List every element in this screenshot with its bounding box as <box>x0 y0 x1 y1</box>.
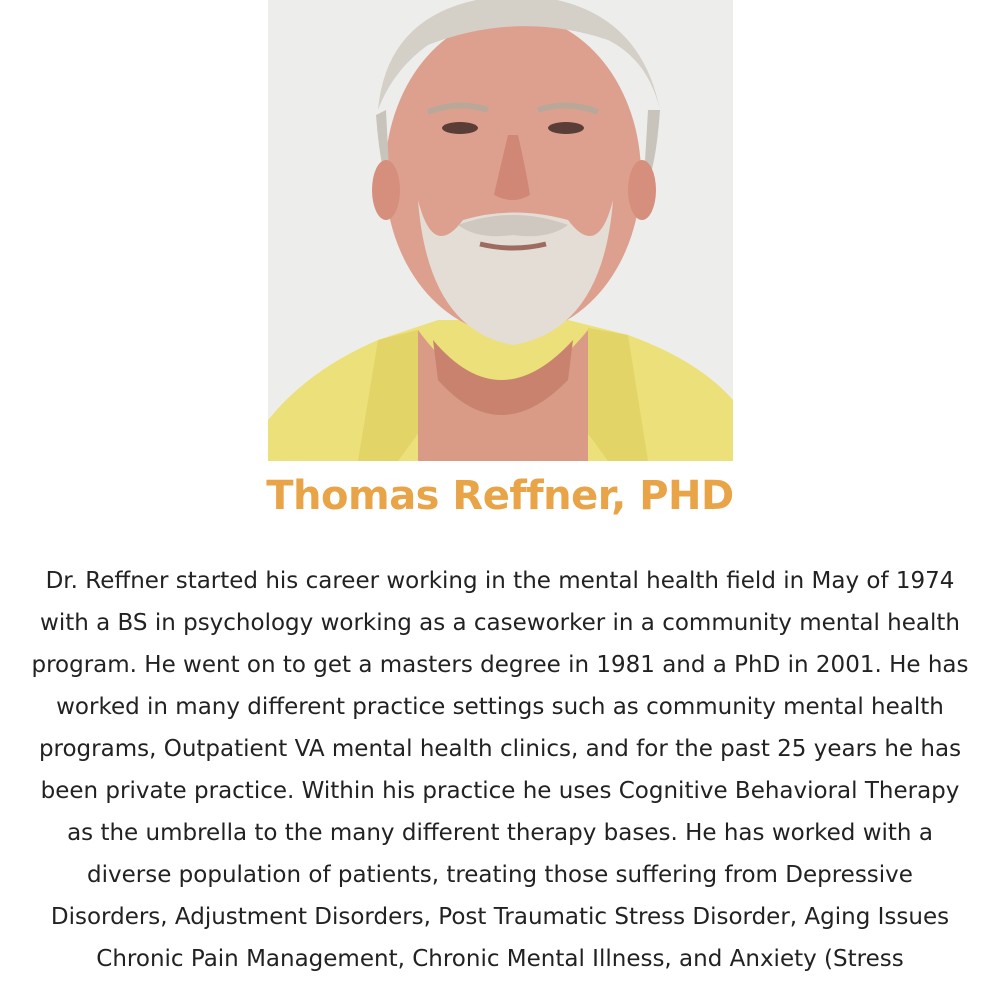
profile-name: Thomas Reffner, PHD <box>266 473 734 519</box>
profile-photo <box>268 0 733 461</box>
profile-bio: Dr. Reffner started his career working in the mental health field in May of 1974 with a BS in psychology working as a caseworker in a community mental health program. He went on to get a masters degree in 1981 and a PhD in 2001. He has worked in many different practice settings such as community mental health programs, Outpatient VA mental health clinics, and for the past 25 years he has been private practice. Within his practice he uses Cognitive Behavioral Therapy as the umbrella to the many different therapy bases. He has worked with a diverse population of patients, treating those suffering from Depressive Disorders, Adjustment Disorders, Post Traumatic Stress Disorder, Aging Issues Chronic Pain Management, Chronic Mental Illness, and Anxiety (Stress <box>31 568 969 972</box>
